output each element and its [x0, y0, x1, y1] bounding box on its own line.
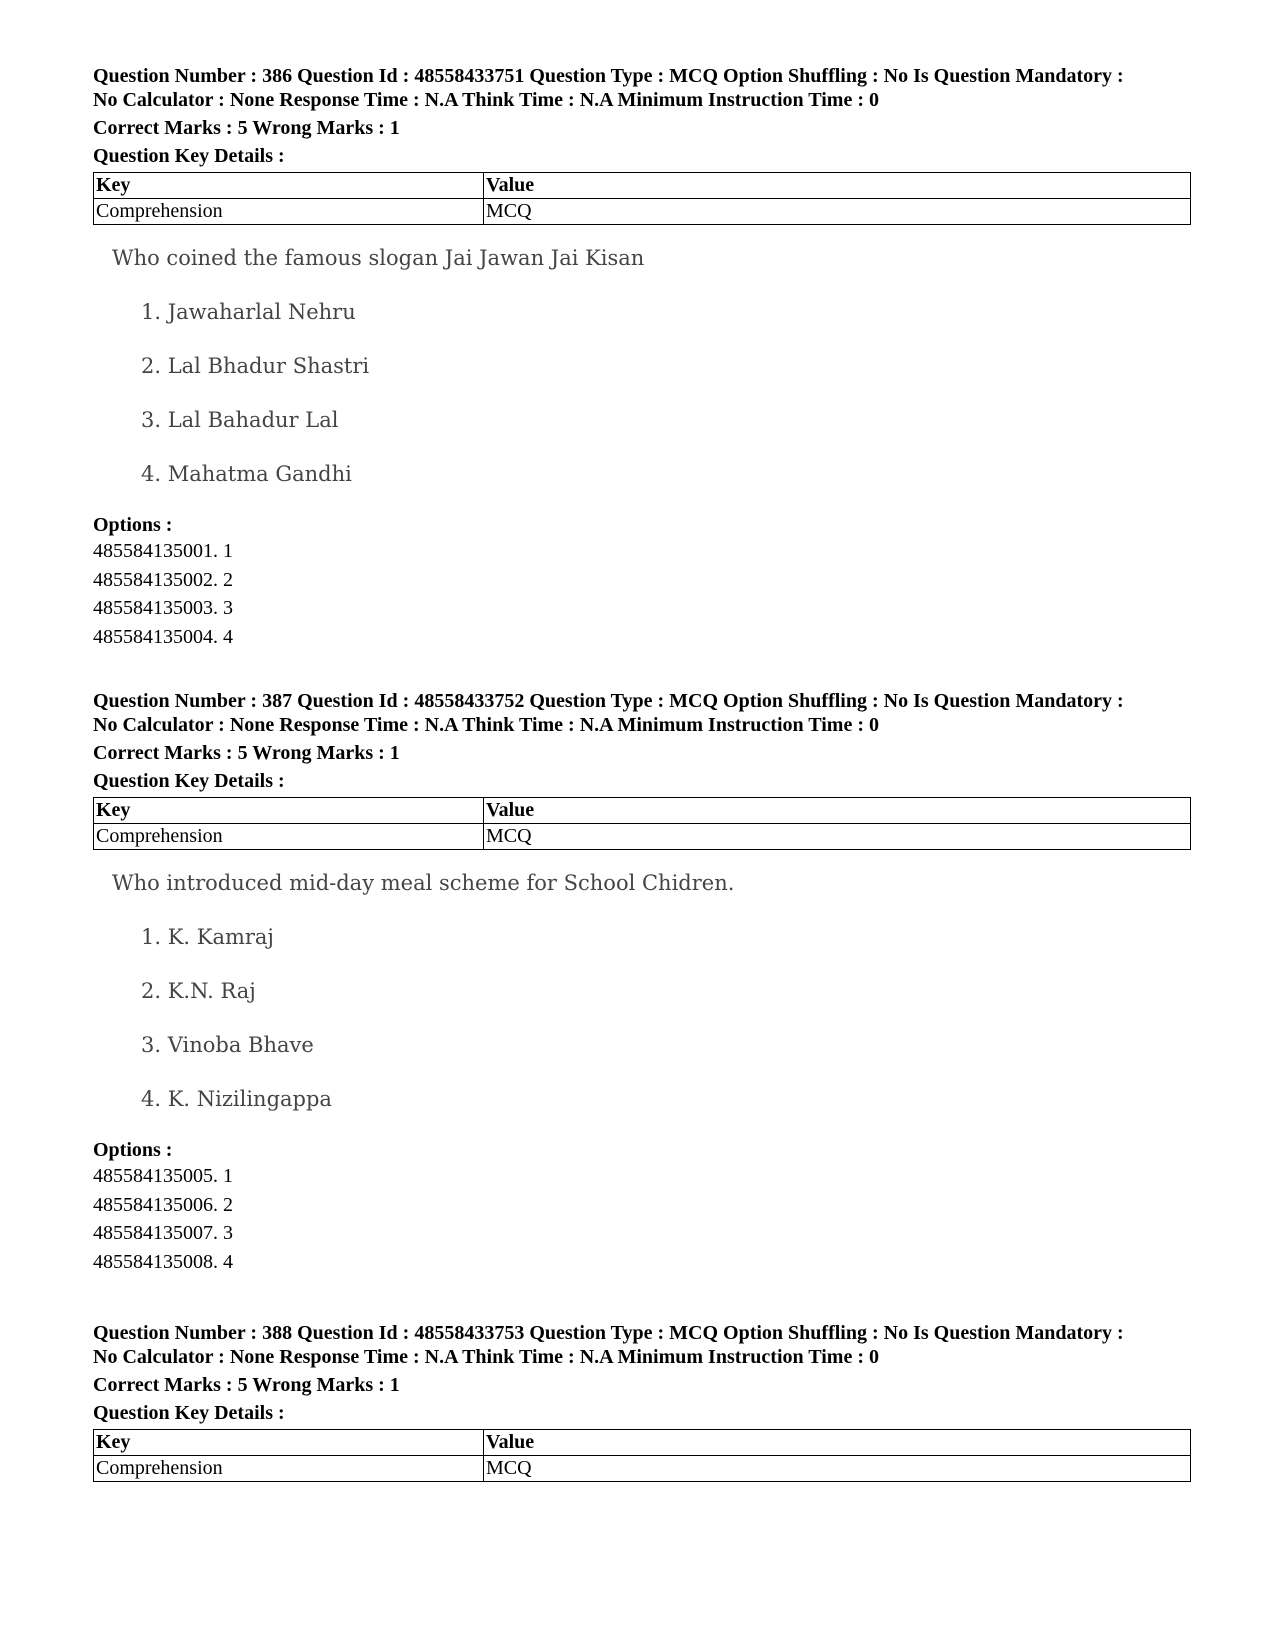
choice-item: 3. Vinoba Bhave — [141, 1033, 314, 1057]
table-row — [94, 824, 1191, 850]
key-details-table — [93, 797, 1191, 850]
option-item: 485584135007. 3 — [93, 1222, 233, 1244]
key-details-label: Question Key Details : — [93, 145, 285, 167]
marks-line: Correct Marks : 5 Wrong Marks : 1 — [93, 117, 400, 139]
option-item: 485584135001. 1 — [93, 540, 233, 562]
key-details-label: Question Key Details : — [93, 1402, 285, 1424]
table-row — [94, 1456, 1191, 1482]
question-header — [93, 1321, 1193, 1369]
question-image — [93, 870, 1193, 1112]
question-text: Who coined the famous slogan Jai Jawan Jai Kisan — [112, 246, 645, 270]
table-header-value: Value — [484, 1430, 1191, 1456]
table-cell-key: Comprehension — [94, 1456, 484, 1482]
question-text: Who introduced mid-day meal scheme for School Chidren. — [112, 871, 735, 895]
table-cell-key: Comprehension — [94, 199, 484, 225]
table-header-row — [94, 798, 1191, 824]
table-row — [94, 199, 1191, 225]
key-details-label: Question Key Details : — [93, 770, 285, 792]
question-header — [93, 689, 1193, 737]
question-image — [93, 245, 1193, 487]
option-item: 485584135005. 1 — [93, 1165, 233, 1187]
table-header-key: Key — [94, 1430, 484, 1456]
key-details-table — [93, 1429, 1191, 1482]
choice-item: 4. K. Nizilingappa — [141, 1087, 332, 1111]
options-label: Options : — [93, 514, 173, 536]
question-header-line1: Question Number : 386 Question Id : 48558433751 Question Type : MCQ Option Shuffling : No Is Question Mandatory : — [93, 65, 1124, 87]
choice-item: 1. K. Kamraj — [141, 925, 274, 949]
choice-item: 3. Lal Bahadur Lal — [141, 408, 339, 432]
option-item: 485584135008. 4 — [93, 1250, 233, 1273]
marks-line: Correct Marks : 5 Wrong Marks : 1 — [93, 1374, 400, 1396]
question-header-line2: No Calculator : None Response Time : N.A Think Time : N.A Minimum Instruction Time : 0 — [93, 89, 879, 111]
table-header-row — [94, 1430, 1191, 1456]
table-header-key: Key — [94, 798, 484, 824]
option-item: 485584135006. 2 — [93, 1193, 233, 1216]
question-block-388 — [93, 1321, 1193, 1482]
question-block-386 — [93, 64, 1193, 651]
table-header-row — [94, 173, 1191, 199]
table-cell-value: MCQ — [484, 199, 1191, 225]
question-header-line2: No Calculator : None Response Time : N.A Think Time : N.A Minimum Instruction Time : 0 — [93, 1346, 879, 1368]
option-item: 485584135002. 2 — [93, 568, 233, 591]
table-cell-value: MCQ — [484, 824, 1191, 850]
table-cell-value: MCQ — [484, 1456, 1191, 1482]
key-details-table — [93, 172, 1191, 225]
question-block-387 — [93, 689, 1193, 1276]
marks-line: Correct Marks : 5 Wrong Marks : 1 — [93, 742, 400, 764]
table-header-value: Value — [484, 798, 1191, 824]
table-header-value: Value — [484, 173, 1191, 199]
option-item: 485584135004. 4 — [93, 625, 233, 648]
question-header-line1: Question Number : 388 Question Id : 48558433753 Question Type : MCQ Option Shuffling : No Is Question Mandatory : — [93, 1322, 1124, 1344]
choice-item: 4. Mahatma Gandhi — [141, 462, 352, 486]
table-header-key: Key — [94, 173, 484, 199]
option-item: 485584135003. 3 — [93, 597, 233, 619]
question-header-line1: Question Number : 387 Question Id : 48558433752 Question Type : MCQ Option Shuffling : No Is Question Mandatory : — [93, 690, 1124, 712]
question-header-line2: No Calculator : None Response Time : N.A Think Time : N.A Minimum Instruction Time : 0 — [93, 714, 879, 736]
choice-item: 1. Jawaharlal Nehru — [141, 300, 356, 324]
choice-item: 2. Lal Bhadur Shastri — [141, 354, 370, 378]
options-label: Options : — [93, 1139, 173, 1161]
question-header — [93, 64, 1193, 112]
choice-item: 2. K.N. Raj — [141, 979, 256, 1003]
table-cell-key: Comprehension — [94, 824, 484, 850]
